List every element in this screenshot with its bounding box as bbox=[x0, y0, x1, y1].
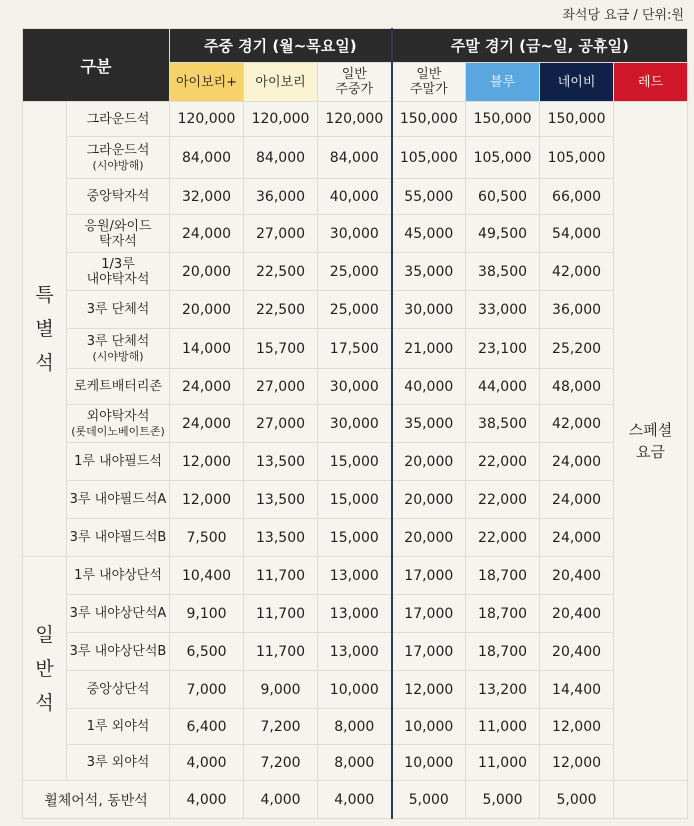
price-cell: 4,000 bbox=[170, 745, 244, 781]
seat-name: 3루 외야석 bbox=[67, 745, 170, 781]
price-cell: 48,000 bbox=[540, 369, 614, 405]
price-cell: 9,100 bbox=[170, 595, 244, 633]
price-cell: 20,000 bbox=[392, 519, 466, 557]
price-cell: 24,000 bbox=[170, 405, 244, 443]
price-cell: 14,000 bbox=[170, 329, 244, 369]
price-cell: 17,000 bbox=[392, 633, 466, 671]
blue-header: 블루 bbox=[466, 63, 540, 102]
price-cell: 32,000 bbox=[170, 179, 244, 215]
general-seat-group: 일 반 석 bbox=[23, 557, 67, 781]
table-row bbox=[23, 481, 688, 519]
price-cell: 17,000 bbox=[392, 557, 466, 595]
price-cell: 18,700 bbox=[466, 557, 540, 595]
price-cell: 15,000 bbox=[318, 481, 392, 519]
table-row bbox=[23, 671, 688, 709]
price-cell: 49,500 bbox=[466, 215, 540, 253]
category-header: 구분 bbox=[23, 29, 170, 102]
price-cell: 13,500 bbox=[244, 519, 318, 557]
table-row bbox=[23, 443, 688, 481]
price-cell: 7,000 bbox=[170, 671, 244, 709]
unit-note: 좌석당 요금 / 단위:원 bbox=[562, 8, 684, 23]
price-cell: 11,000 bbox=[466, 709, 540, 745]
price-cell: 38,500 bbox=[466, 405, 540, 443]
table-row bbox=[23, 745, 688, 781]
price-cell: 84,000 bbox=[170, 137, 244, 179]
table-row bbox=[23, 179, 688, 215]
price-cell: 11,700 bbox=[244, 633, 318, 671]
price-cell: 45,000 bbox=[392, 215, 466, 253]
price-cell: 20,000 bbox=[170, 253, 244, 291]
price-cell: 84,000 bbox=[244, 137, 318, 179]
price-cell: 13,000 bbox=[318, 557, 392, 595]
price-cell: 22,000 bbox=[466, 519, 540, 557]
weekend-header: 주말 경기 (금~일, 공휴일) bbox=[392, 29, 688, 63]
navy-header: 네이비 bbox=[540, 63, 614, 102]
price-cell: 7,200 bbox=[244, 745, 318, 781]
price-cell: 17,500 bbox=[318, 329, 392, 369]
price-cell: 20,000 bbox=[170, 291, 244, 329]
price-cell: 30,000 bbox=[318, 215, 392, 253]
price-cell: 27,000 bbox=[244, 369, 318, 405]
price-cell: 44,000 bbox=[466, 369, 540, 405]
price-cell: 40,000 bbox=[318, 179, 392, 215]
price-cell: 5,000 bbox=[540, 781, 614, 819]
price-cell: 105,000 bbox=[540, 137, 614, 179]
seat-name: 그라운드석 bbox=[67, 102, 170, 137]
price-cell: 36,000 bbox=[540, 291, 614, 329]
seat-name: 1루 외야석 bbox=[67, 709, 170, 745]
seat-name: 3루 내야필드석B bbox=[67, 519, 170, 557]
price-cell: 30,000 bbox=[318, 369, 392, 405]
seat-name: 중앙상단석 bbox=[67, 671, 170, 709]
special-rate-label: 스페셜 요금 bbox=[614, 102, 688, 781]
price-cell: 22,500 bbox=[244, 291, 318, 329]
price-cell: 5,000 bbox=[466, 781, 540, 819]
price-cell: 60,500 bbox=[466, 179, 540, 215]
ivory-plus-header: 아이보리+ bbox=[170, 63, 244, 102]
price-table-body bbox=[23, 102, 688, 819]
price-cell: 18,700 bbox=[466, 633, 540, 671]
empty-cell bbox=[614, 781, 688, 819]
price-cell: 27,000 bbox=[244, 215, 318, 253]
price-table bbox=[22, 28, 688, 819]
table-row bbox=[23, 291, 688, 329]
price-cell: 13,000 bbox=[318, 595, 392, 633]
seat-name: 1/3루 내야탁자석 bbox=[67, 253, 170, 291]
price-cell: 40,000 bbox=[392, 369, 466, 405]
price-cell: 15,000 bbox=[318, 443, 392, 481]
table-row bbox=[23, 709, 688, 745]
price-cell: 10,000 bbox=[318, 671, 392, 709]
price-cell: 54,000 bbox=[540, 215, 614, 253]
price-cell: 11,700 bbox=[244, 595, 318, 633]
price-cell: 20,400 bbox=[540, 557, 614, 595]
price-cell: 120,000 bbox=[318, 102, 392, 137]
price-cell: 13,000 bbox=[318, 633, 392, 671]
price-cell: 15,700 bbox=[244, 329, 318, 369]
price-cell: 36,000 bbox=[244, 179, 318, 215]
price-cell: 21,000 bbox=[392, 329, 466, 369]
price-cell: 14,400 bbox=[540, 671, 614, 709]
price-cell: 6,400 bbox=[170, 709, 244, 745]
wheelchair-seat-name: 휠체어석, 동반석 bbox=[23, 781, 170, 819]
price-cell: 55,000 bbox=[392, 179, 466, 215]
price-cell: 66,000 bbox=[540, 179, 614, 215]
price-cell: 12,000 bbox=[540, 709, 614, 745]
weekday-header: 주중 경기 (월~목요일) bbox=[170, 29, 392, 63]
table-row bbox=[23, 595, 688, 633]
price-cell: 105,000 bbox=[392, 137, 466, 179]
seat-name: 3루 단체석 (시야방해) bbox=[67, 329, 170, 369]
seat-name: 1루 내야상단석 bbox=[67, 557, 170, 595]
price-cell: 27,000 bbox=[244, 405, 318, 443]
table-row bbox=[23, 405, 688, 443]
table-row bbox=[23, 215, 688, 253]
table-row bbox=[23, 633, 688, 671]
price-cell: 13,200 bbox=[466, 671, 540, 709]
seat-name: 1루 내야필드석 bbox=[67, 443, 170, 481]
seat-name: 중앙탁자석 bbox=[67, 179, 170, 215]
price-cell: 20,400 bbox=[540, 595, 614, 633]
price-cell: 22,000 bbox=[466, 443, 540, 481]
price-cell: 10,000 bbox=[392, 709, 466, 745]
price-cell: 12,000 bbox=[170, 481, 244, 519]
special-seat-group: 특 별 석 bbox=[23, 102, 67, 557]
price-cell: 25,000 bbox=[318, 253, 392, 291]
table-row bbox=[23, 519, 688, 557]
price-cell: 30,000 bbox=[318, 405, 392, 443]
price-cell: 10,000 bbox=[392, 745, 466, 781]
price-cell: 35,000 bbox=[392, 253, 466, 291]
price-cell: 12,000 bbox=[540, 745, 614, 781]
table-row bbox=[23, 253, 688, 291]
price-cell: 20,000 bbox=[392, 443, 466, 481]
price-cell: 150,000 bbox=[540, 102, 614, 137]
price-cell: 4,000 bbox=[244, 781, 318, 819]
price-cell: 4,000 bbox=[318, 781, 392, 819]
seat-name: 로케트배터리존 bbox=[67, 369, 170, 405]
seat-name: 3루 내야상단석B bbox=[67, 633, 170, 671]
price-cell: 25,000 bbox=[318, 291, 392, 329]
price-cell: 18,700 bbox=[466, 595, 540, 633]
price-cell: 20,000 bbox=[392, 481, 466, 519]
price-cell: 105,000 bbox=[466, 137, 540, 179]
price-cell: 42,000 bbox=[540, 253, 614, 291]
price-cell: 25,200 bbox=[540, 329, 614, 369]
price-cell: 4,000 bbox=[170, 781, 244, 819]
price-cell: 10,400 bbox=[170, 557, 244, 595]
price-cell: 8,000 bbox=[318, 745, 392, 781]
price-cell: 150,000 bbox=[392, 102, 466, 137]
price-cell: 24,000 bbox=[170, 369, 244, 405]
price-cell: 15,000 bbox=[318, 519, 392, 557]
price-cell: 42,000 bbox=[540, 405, 614, 443]
price-cell: 6,500 bbox=[170, 633, 244, 671]
seat-name: 3루 단체석 bbox=[67, 291, 170, 329]
price-cell: 150,000 bbox=[466, 102, 540, 137]
table-row bbox=[23, 557, 688, 595]
price-cell: 11,000 bbox=[466, 745, 540, 781]
ivory-header: 아이보리 bbox=[244, 63, 318, 102]
price-cell: 23,100 bbox=[466, 329, 540, 369]
price-cell: 5,000 bbox=[392, 781, 466, 819]
price-cell: 120,000 bbox=[244, 102, 318, 137]
seat-name: 3루 내야상단석A bbox=[67, 595, 170, 633]
table-row bbox=[23, 137, 688, 179]
price-cell: 84,000 bbox=[318, 137, 392, 179]
price-cell: 24,000 bbox=[170, 215, 244, 253]
price-cell: 22,500 bbox=[244, 253, 318, 291]
price-cell: 24,000 bbox=[540, 443, 614, 481]
price-cell: 12,000 bbox=[392, 671, 466, 709]
price-cell: 9,000 bbox=[244, 671, 318, 709]
table-row bbox=[23, 102, 688, 137]
price-cell: 7,200 bbox=[244, 709, 318, 745]
price-cell: 24,000 bbox=[540, 481, 614, 519]
seat-name: 그라운드석 (시야방해) bbox=[67, 137, 170, 179]
price-cell: 120,000 bbox=[170, 102, 244, 137]
price-cell: 17,000 bbox=[392, 595, 466, 633]
price-cell: 22,000 bbox=[466, 481, 540, 519]
price-cell: 13,500 bbox=[244, 443, 318, 481]
price-cell: 20,400 bbox=[540, 633, 614, 671]
table-row bbox=[23, 329, 688, 369]
weekend-normal-header: 일반 주말가 bbox=[392, 63, 466, 102]
weekday-normal-header: 일반 주중가 bbox=[318, 63, 392, 102]
price-cell: 30,000 bbox=[392, 291, 466, 329]
price-cell: 12,000 bbox=[170, 443, 244, 481]
price-cell: 11,700 bbox=[244, 557, 318, 595]
red-header: 레드 bbox=[614, 63, 688, 102]
price-cell: 33,000 bbox=[466, 291, 540, 329]
seat-name: 외야탁자석 (롯데이노베이트존) bbox=[67, 405, 170, 443]
table-row bbox=[23, 369, 688, 405]
price-cell: 7,500 bbox=[170, 519, 244, 557]
price-cell: 24,000 bbox=[540, 519, 614, 557]
price-cell: 38,500 bbox=[466, 253, 540, 291]
seat-name: 응원/와이드 탁자석 bbox=[67, 215, 170, 253]
price-cell: 13,500 bbox=[244, 481, 318, 519]
table-row-footer bbox=[23, 781, 688, 819]
seat-name: 3루 내야필드석A bbox=[67, 481, 170, 519]
price-cell: 35,000 bbox=[392, 405, 466, 443]
price-cell: 8,000 bbox=[318, 709, 392, 745]
